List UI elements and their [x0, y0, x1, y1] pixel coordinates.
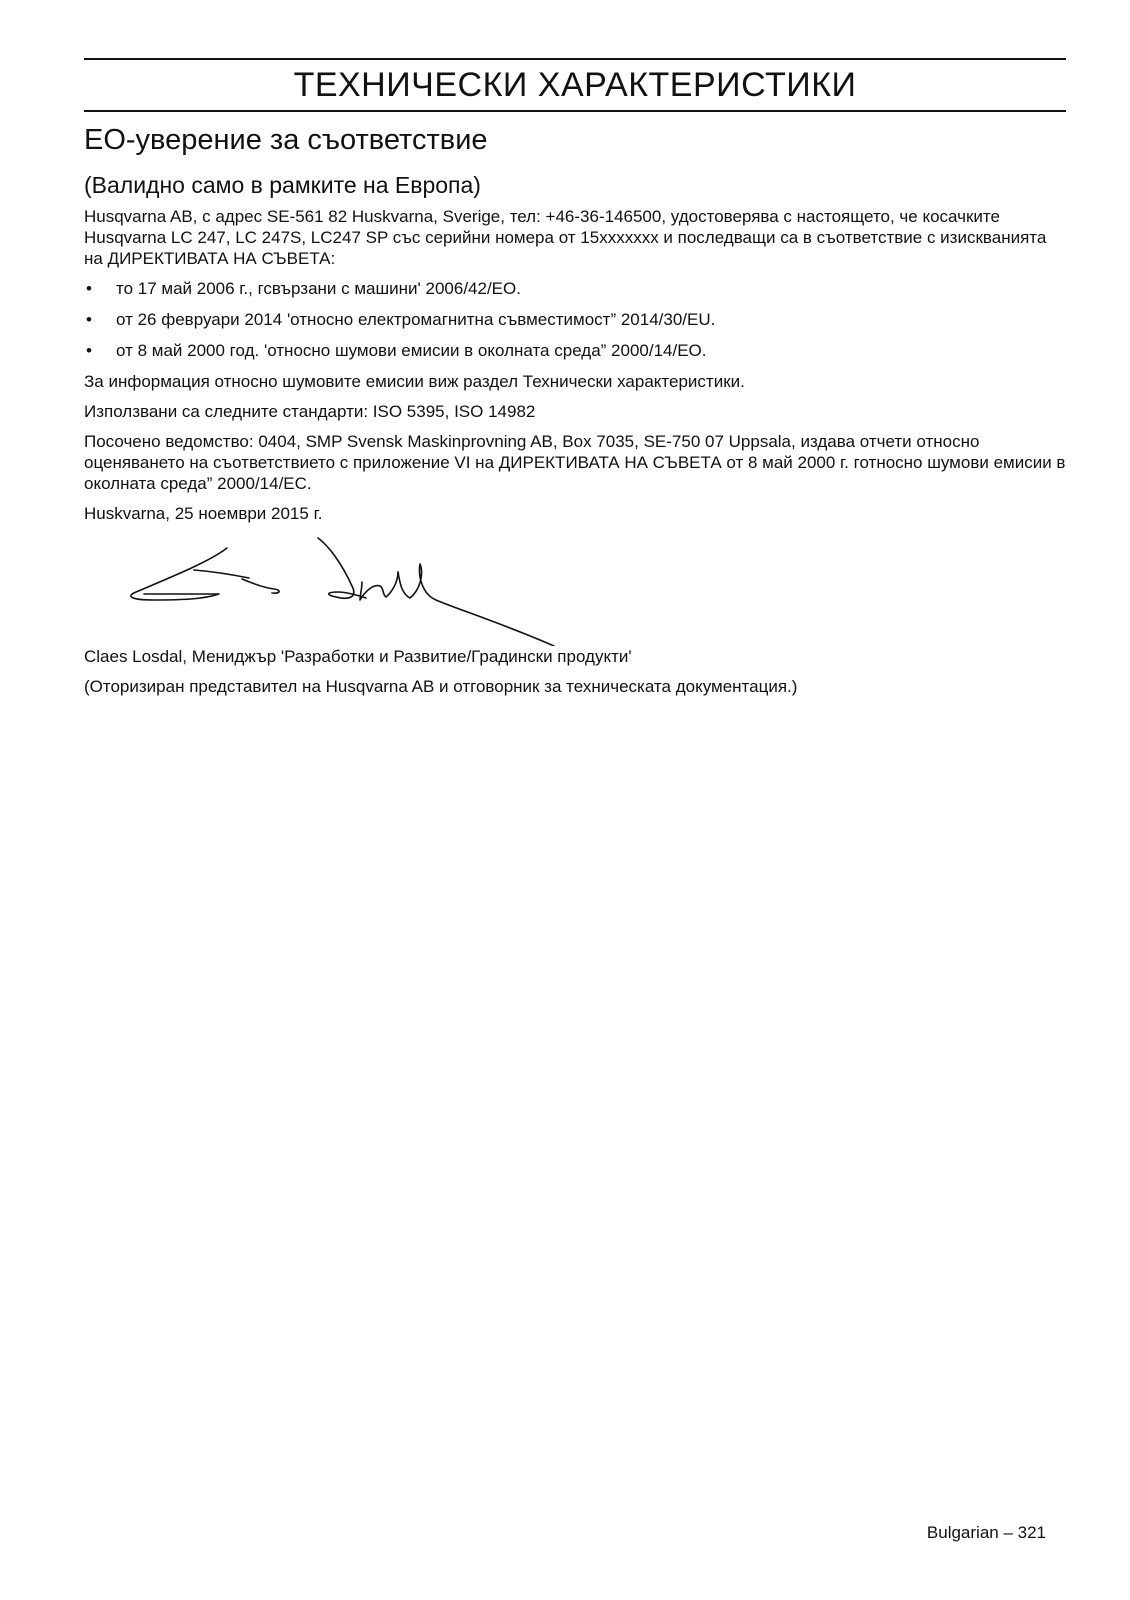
- noise-info-paragraph: За информация относно шумовите емисии виж раздел Технически характеристики.: [84, 372, 745, 391]
- directive-list: [84, 278, 1066, 361]
- notified-body-paragraph: Посочено ведомство: 0404, SMP Svensk Maskinprovning AB, Box 7035, SE-750 07 Uppsala, издава отчети относно оценяването на съответствието с приложение VI на ДИРЕКТИВАТА НА СЪВЕТА от 8 май 2000 г. готносно шумови емисии в околната среда” 2000/14/ЕС.: [84, 432, 1066, 493]
- list-item: • от 8 май 2000 год. 'относно шумови емисии в околната среда” 2000/14/ЕО.: [86, 341, 707, 360]
- section-subheading: (Валидно само в рамките на Европа): [84, 172, 481, 198]
- page-footer: Bulgarian – 321: [926, 1523, 1046, 1542]
- title-bar: [84, 58, 1066, 112]
- intro-paragraph: Husqvarna AB, с адрес SE-561 82 Huskvarna, Sverige, тел: +46-36-146500, удостоверява с настоящето, че косачките Husqvarna LC 247, LC 247S, LC247 SP със серийни номера от 15ххххххх и последващи са в съответствие с изискванията на ДИРЕКТИВАТА НА СЪВЕТА:: [84, 207, 1047, 268]
- list-item: • то 17 май 2006 г., гсвързани с машини' 2006/42/ЕО.: [86, 279, 521, 298]
- standards-paragraph: Използвани са следните стандарти: ISO 5395, ISO 14982: [84, 402, 536, 421]
- document-page: [84, 58, 1066, 697]
- signatory-role: (Оторизиран представител на Husqvarna AB и отговорник за техническата документация.): [84, 677, 798, 696]
- signatory-name: Claes Losdal, Мениджър 'Разработки и Развитие/Градински продукти': [84, 647, 632, 666]
- place-date: Huskvarna, 25 ноември 2015 г.: [84, 504, 323, 523]
- section-heading: ЕО-уверение за съответствие: [84, 124, 488, 156]
- page-title: ТЕХНИЧЕСКИ ХАРАКТЕРИСТИКИ: [293, 65, 857, 104]
- bullet-icon: •: [86, 279, 92, 298]
- bullet-icon: •: [86, 310, 92, 329]
- signature-image: [124, 534, 624, 646]
- list-item: • от 26 февруари 2014 'относно електромагнитна съвместимост” 2014/30/EU.: [86, 310, 716, 329]
- bullet-icon: •: [86, 341, 92, 360]
